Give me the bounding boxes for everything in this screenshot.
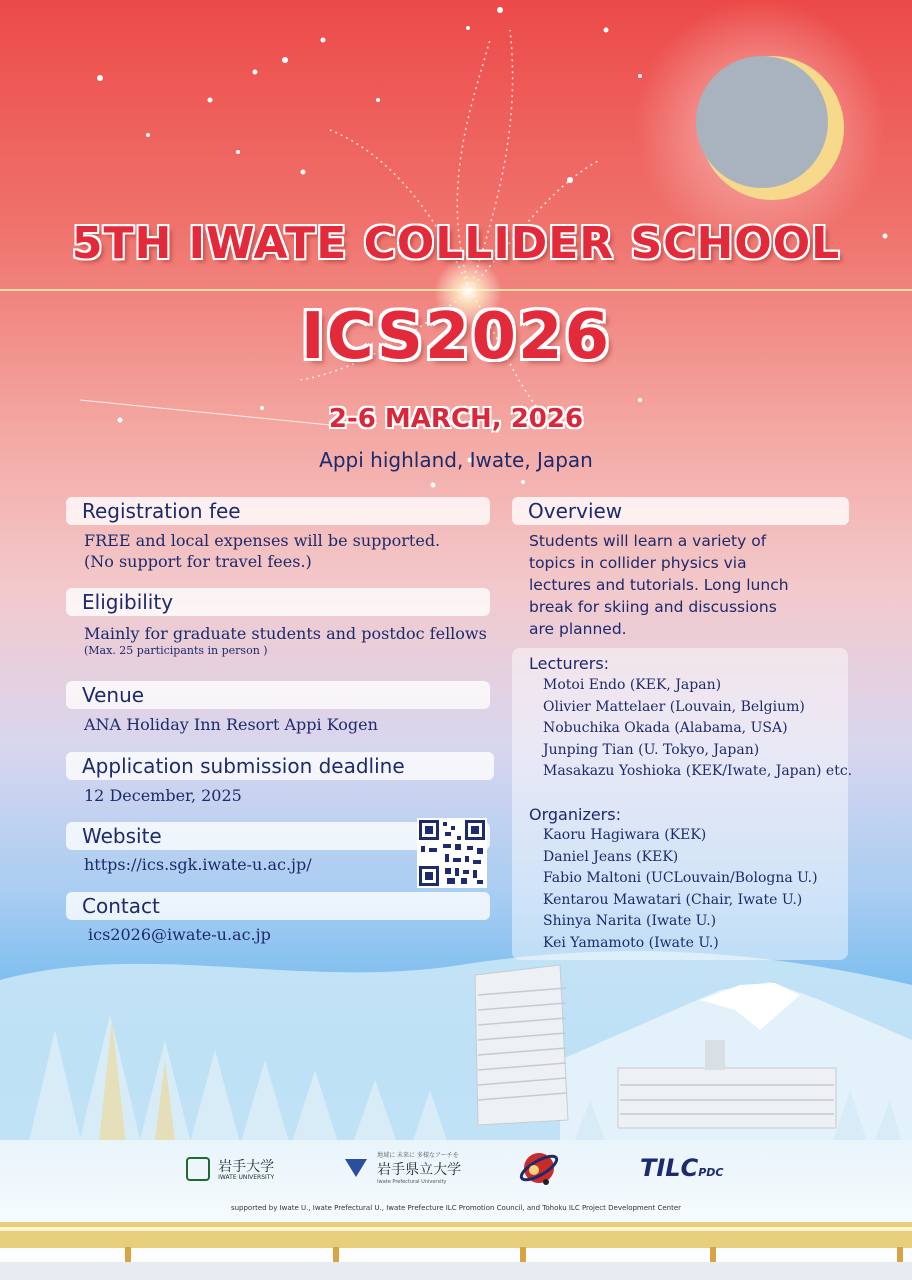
- overview-line: Students will learn a variety of: [529, 532, 767, 550]
- website-heading: Website: [66, 822, 490, 850]
- event-date: 2-6 MARCH, 2026: [328, 404, 584, 434]
- sponsor-logos: [0, 1150, 912, 1190]
- iwate-prefectural-university-logo: [345, 1150, 461, 1185]
- contact-email[interactable]: ics2026@iwate-u.ac.jp: [88, 925, 271, 944]
- overview-line: lectures and tutorials. Long lunch: [529, 576, 789, 594]
- overview-text: [529, 530, 789, 640]
- iwate-university-logo: [186, 1156, 274, 1181]
- event-title: 5TH IWATE COLLIDER SCHOOL: [71, 218, 841, 269]
- iwate-pref-tagline: 地域に 未来に 多様なアーチを: [377, 1152, 459, 1159]
- overview-line: break for skiing and discussions: [529, 598, 777, 616]
- registration-heading: Registration fee: [66, 497, 490, 525]
- eligibility-line1: Mainly for graduate students and postdoc fellows: [84, 624, 487, 643]
- iwate-pref-name-en: Iwate Prefectural University: [377, 1179, 447, 1185]
- people-panel: [512, 648, 853, 960]
- deadline-heading: Application submission deadline: [66, 752, 494, 780]
- lecturer-item: Masakazu Yoshioka (KEK/Iwate, Japan) etc.: [543, 763, 853, 779]
- tilc-text: TILC: [640, 1154, 699, 1182]
- organizer-item: Kaoru Hagiwara (KEK): [543, 827, 707, 843]
- ilc-mascot-logo-icon: [516, 1148, 562, 1188]
- registration-text: [84, 530, 440, 572]
- venue-heading: Venue: [66, 681, 490, 709]
- eligibility-note: (Max. 25 participants in person ): [84, 644, 268, 657]
- event-location: Appi highland, Iwate, Japan: [319, 448, 593, 472]
- lecturer-item: Motoi Endo (KEK, Japan): [543, 677, 722, 693]
- organizer-item: Shinya Narita (Iwate U.): [543, 913, 717, 929]
- organizer-item: Fabio Maltoni (UCLouvain/Bologna U.): [543, 870, 818, 886]
- lecturer-item: Olivier Mattelaer (Louvain, Belgium): [543, 698, 805, 715]
- supported-by-text: supported by Iwate U., Iwate Prefectural U., Iwate Prefecture ILC Promotion Council, and Tohoku ILC Project Development Center: [230, 1204, 682, 1212]
- organizers-heading: Organizers:: [529, 805, 621, 824]
- iwate-university-emblem-icon: [186, 1157, 210, 1181]
- iwate-university-name-en: IWATE UNIVERSITY: [218, 1174, 275, 1181]
- qr-code-icon[interactable]: [417, 818, 487, 888]
- event-acronym: ICS2026: [300, 300, 612, 374]
- overview-heading: Overview: [512, 497, 849, 525]
- registration-line2: (No support for travel fees.): [84, 552, 312, 571]
- contact-heading: Contact: [66, 892, 490, 920]
- tilc-pdc-logo: [640, 1154, 723, 1182]
- website-link[interactable]: https://ics.sgk.iwate-u.ac.jp/: [84, 855, 312, 874]
- iwate-university-name: 岩手大学: [218, 1159, 275, 1175]
- iwate-pref-emblem-icon: [345, 1159, 367, 1177]
- moon-icon: [696, 56, 828, 188]
- organizer-item: Daniel Jeans (KEK): [543, 848, 679, 865]
- tilc-sub-text: PDC: [698, 1166, 724, 1179]
- overview-line: are planned.: [529, 620, 627, 638]
- organizers-list: [529, 825, 818, 954]
- eligibility-heading: Eligibility: [66, 588, 490, 616]
- organizer-item: Kentarou Mawatari (Chair, Iwate U.): [543, 891, 803, 908]
- lecturers-list: [529, 675, 852, 783]
- registration-line1: FREE and local expenses will be supported.: [84, 531, 441, 550]
- eligibility-text: [84, 623, 487, 658]
- venue-text: ANA Holiday Inn Resort Appi Kogen: [84, 715, 378, 734]
- lecturers-heading: Lecturers:: [529, 654, 610, 673]
- deadline-text: 12 December, 2025: [84, 786, 242, 805]
- lecturer-item: Nobuchika Okada (Alabama, USA): [543, 720, 788, 736]
- lecturer-item: Junping Tian (U. Tokyo, Japan): [543, 741, 760, 758]
- overview-line: topics in collider physics via: [529, 554, 747, 572]
- organizer-item: Kei Yamamoto (Iwate U.): [543, 934, 719, 951]
- iwate-pref-name: 岩手県立大学: [377, 1162, 462, 1178]
